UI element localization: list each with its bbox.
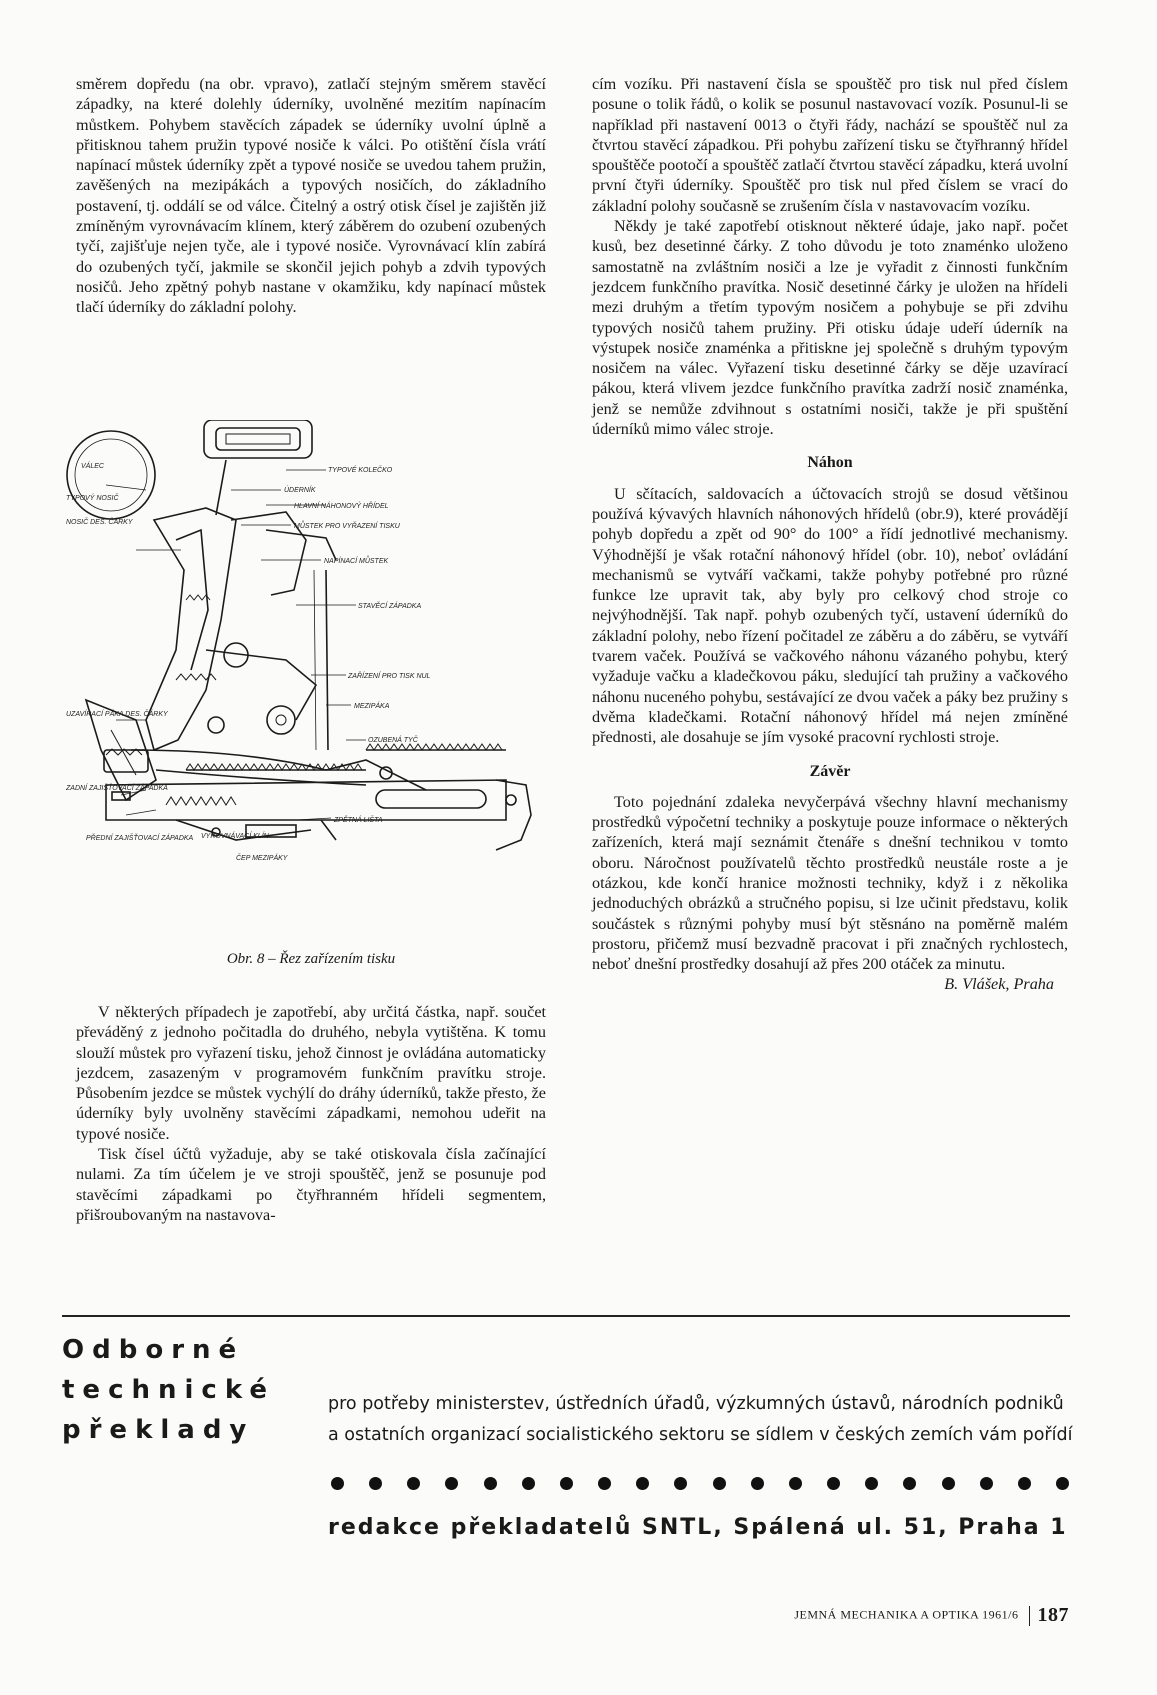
dot-ornament bbox=[980, 1477, 993, 1490]
dot-ornament bbox=[713, 1477, 726, 1490]
paragraph: V některých případech je zapotřebí, aby určitá částka, např. součet převáděný z jednoho počitadla do druhého, nebyla vytištěna. K tomu slouží můstek pro vyřazení tisku, jehož činnost je ovládána automaticky jezdcem, zasazeným v programovém funkčním pravítku stroje. Působením jezdce se můstek vychýlí do dráhy úderníků, takže přesto, že úderníky byly uvolněny stavěcími západkami, nemohou udeřit na typové nosiče. bbox=[76, 1003, 546, 1143]
label-predni-zajistovaci-zapadka: PŘEDNÍ ZAJIŠŤOVACÍ ZÁPADKA bbox=[86, 835, 194, 842]
journal-name: JEMNÁ MECHANIKA A OPTIKA 1961/6 bbox=[794, 1607, 1019, 1622]
dot-ornament bbox=[331, 1477, 344, 1490]
page-footer bbox=[794, 1604, 1069, 1627]
paragraph: Někdy je také zapotřebí otisknout některé údaje, jako např. počet kusů, bez desetinné čárky. Z toho důvodu je toto znaménko uloženo samostatně na zvláštním nosiči a lze je vyřadit z činnosti funkčním jezdcem funkčního pravítka. Nosič desetinné čárky je uložen na hřídeli mezi druhým a třetím typovým nosičem a pohybuje se při zdvihu typových nosičů tahem pružiny. Při otisku údaje udeří úderník na výstupek nosiče znaménka a přitiskne jej společně s druhým typovým nosičem na válec. Vyřazení tisku desetinné čárky se děje uzavírací pákou, která vlivem jezdce funkčního pravítka zadrží nosič znaménka, jenž se nemůže zdvihnout s ostatními nosiči, takže je při spuštění úderníků mimo válec stroje. bbox=[592, 217, 1068, 439]
right-column bbox=[592, 74, 1068, 995]
figure-caption: Obr. 8 – Řez zařízením tisku bbox=[226, 951, 396, 967]
label-typovy-nosic: TYPOVÝ NOSIČ bbox=[66, 495, 119, 502]
paragraph: cím vozíku. Při nastavení čísla se spouštěč pro tisk nul před číslem posune o tolik řádů, o kolik se posunul nastavovací vozík. Posunul-li se například při nastavení 0013 o čtyři řády, nachází se spouštěč nul za čtvrtou stavěcí západkou. Při pohybu zařízení tisku se čtyřhranný hřídel spouštěče pootočí a spouštěč zatlačí čtvrtou stavěcí západku, která uvolní první čtyři úderníky. Spouštěč pro tisk nul před číslem se vrací do základní polohy současně se zrušením čísla v nastavovacím vozíku. bbox=[592, 75, 1068, 215]
section-heading: Náhon bbox=[807, 454, 853, 472]
dot-ornament bbox=[865, 1477, 878, 1490]
label-vyrovnavaci-klin: VYROVNÁVACÍ KLÍN bbox=[201, 833, 269, 840]
label-napinaci-mustek: NAPÍNACÍ MŮSTEK bbox=[324, 558, 389, 565]
dot-ornament bbox=[903, 1477, 916, 1490]
paragraph: směrem dopředu (na obr. vpravo), zatlačí stejným směrem stavěcí západky, na které dolehly úderníky, uvolněné mezitím napínacím můstkem. Pohybem stavěcích západek se úderníky uvolní úplně a přitisknou tahem pružin typové nosiče k válci. Po otištění čísla vrátí napínací můstek úderníky zpět a typové nosiče se uvedou tahem pružin, zavěšených na mezipákách a typových nosičích, do základního postavení, tj. oddálí se od válce. Čitelný a ostrý otisk čísel je zajištěn již zmíněným vyrovnávacím klínem, který záběrem do ozubení ozubených tyčí, zajišťuje nejen tyče, ale i typové nosiče. Vyrovnávací klín zabírá do ozubených tyčí, jakmile se skončil jejich pohyb a zdvih typových nosičů. Jeho zpětný pohyb nastane v okamžiku, kdy napínací můstek tlačí úderníky do základní polohy. bbox=[76, 75, 546, 317]
label-mustek-pro-vyrazeni-tisku: MŮSTEK PRO VYŘAZENÍ TISKU bbox=[294, 523, 400, 530]
dot-ornament bbox=[789, 1477, 802, 1490]
label-zarizeni-pro-tisk-nul: ZAŘÍZENÍ PRO TISK NUL bbox=[348, 673, 431, 680]
left-column-bottom bbox=[76, 1002, 546, 1225]
ad-title-line: překlady bbox=[62, 1415, 255, 1445]
dot-ornament bbox=[827, 1477, 840, 1490]
ad-title bbox=[62, 1330, 275, 1450]
dot-ornament bbox=[636, 1477, 649, 1490]
author: B. Vlášek, Praha bbox=[944, 975, 1054, 994]
paragraph: Toto pojednání zdaleka nevyčerpává všechny hlavní mechanismy prostředků výpočetní techniky a poskytuje pouze informace o některých zařízeních, která mají seznámit čtenáře s dnešní technikou v tomto oboru. Náročnost používatelů těchto prostředků neustále roste a je otázkou, kde končí hranice možnosti techniky, když i z několika jednoduchých obrázků a stručného popisu, si lze učinit představu, kolik součástek s různými pohyby musí být stěsnáno na poměrně malém prostoru, přičemž musí bezvadně pracovat i při značných rychlostech, neboť dnešní prostředky dosahují až přes 200 otáček za minutu. bbox=[592, 792, 1068, 974]
dot-ornament bbox=[674, 1477, 687, 1490]
ad-title-line: Odborné bbox=[62, 1335, 245, 1365]
label-zpetna-lista: ZPĚTNÁ LIŠTA bbox=[334, 817, 383, 824]
page-number: 187 bbox=[1037, 1604, 1069, 1626]
dot-ornament bbox=[560, 1477, 573, 1490]
label-valec: VÁLEC bbox=[81, 463, 104, 470]
dot-ornament bbox=[484, 1477, 497, 1490]
label-typove-kolecko: TYPOVÉ KOLEČKO bbox=[328, 467, 393, 474]
label-staveci-zapadka: STAVĚCÍ ZÁPADKA bbox=[358, 603, 422, 610]
dot-ornament bbox=[522, 1477, 535, 1490]
dot-ornament bbox=[942, 1477, 955, 1490]
ad-title-line: technické bbox=[62, 1375, 276, 1405]
dot-ornament bbox=[1056, 1477, 1069, 1490]
label-uzaviraci-paka: UZAVÍRACÍ PÁKA DES. ČÁRKY bbox=[66, 711, 168, 718]
footer-divider bbox=[1029, 1606, 1030, 1626]
dot-ornament bbox=[445, 1477, 458, 1490]
dot-ornament bbox=[369, 1477, 382, 1490]
label-udernik: ÚDERNÍK bbox=[284, 487, 316, 494]
label-ozubena-tyc: OZUBENÁ TYČ bbox=[368, 737, 418, 744]
mechanism-drawing bbox=[66, 420, 556, 925]
paragraph: U sčítacích, saldovacích a účtovacích strojů se dosud většinou používá kývavých hlavních náhonových hřídelů (obr.9), které provádějí pohyb dopředu a zpět od 90° do 100° a řídí jednotlivé mechanismy. Výhodnější je však rotační náhonový hřídel (obr. 10), neboť ovládání mechanismů se vytváří vačkami, takže pohyby potřebné pro různé funkce lze upravit tak, aby byly pro celkový chod stroje co nejvýhodnější. Tak např. pohyb ozubených tyčí, ustavení úderníků do základní polohy, nebo řízení počitadel ze záběru a do záběru, se vytváří tvarem vaček. Používá se vačkového náhonu vázaného pohybu, který vyžaduje vačku a kladečkovou páku, sledující tah pružiny a vačkového náhonu nuceného pohybu, sestávající ze dvou vaček a páky bez pružiny s dvěma kladečkami. Rotační náhonový hřídel má nejen zmíněné přednosti, ale dosahuje se jím vysoké pracovní rychlosti stroje. bbox=[592, 484, 1068, 747]
ad-description: pro potřeby ministerstev, ústředních úřadů, výzkumných ústavů, národních podniků a ostatních organizací socialistického sektoru se sídlem v českých zemích vám pořídí bbox=[328, 1394, 1073, 1445]
label-mezipaka: MEZIPÁKA bbox=[354, 703, 390, 710]
ad-contact: redakce překladatelů SNTL, Spálená ul. 51, Praha 1 bbox=[328, 1515, 1068, 1540]
dot-ornament bbox=[407, 1477, 420, 1490]
figure-printing-mechanism bbox=[66, 420, 556, 925]
dot-ornament bbox=[751, 1477, 764, 1490]
paragraph: Tisk čísel účtů vyžaduje, aby se také otiskovala čísla začínající nulami. Za tím účelem je ve stroji spouštěč, jenž se posunuje pod stavěcími západkami po čtyřhranném hřídeli segmentem, přišroubovaným na nastavova- bbox=[76, 1145, 546, 1224]
horizontal-rule bbox=[62, 1315, 1070, 1317]
label-hlavni-nahonovy-hridel: HLAVNÍ NÁHONOVÝ HŘÍDEL bbox=[294, 503, 389, 510]
label-nosic-des-carky: NOSIČ DES. ČÁRKY bbox=[66, 519, 133, 526]
section-heading: Závěr bbox=[809, 762, 851, 780]
label-cep-mezipaky: ČEP MEZIPÁKY bbox=[236, 855, 288, 862]
dot-ornament bbox=[1018, 1477, 1031, 1490]
label-zadni-zajistovaci-zapadka: ZADNÍ ZAJIŠŤOVACÍ ZÁPADKA bbox=[66, 785, 168, 792]
left-column-top bbox=[76, 74, 546, 318]
ad-dot-row bbox=[331, 1477, 1076, 1495]
dot-ornament bbox=[598, 1477, 611, 1490]
